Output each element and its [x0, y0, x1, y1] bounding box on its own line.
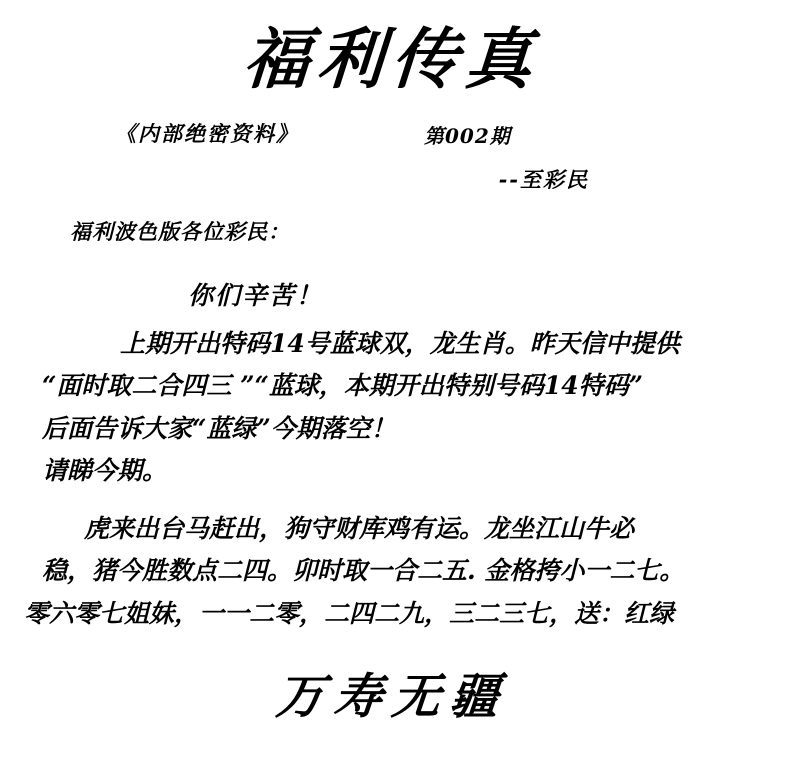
body-paragraph: “面时取二合四三 ”“蓝球，本期开出特别号码14特码” [42, 371, 644, 401]
forecast-line: 虎来出台马赶出，狗守财库鸡有运。龙坐江山牛必 [84, 514, 635, 543]
salutation: 福利波色版各位彩民： [70, 219, 290, 244]
addressee-line: --至彩民 [498, 167, 589, 192]
body-text [0, 326, 785, 632]
paragraph-spacer [24, 495, 769, 511]
footer-blessing: 万寿无疆 [273, 668, 511, 725]
confidential-label: 《内部绝密资料》 [115, 121, 299, 146]
forecast-line: 零六零七姐妹，一一二零，二四二九，三二三七，送：红绿 [24, 598, 675, 628]
issue-number: 第002期 [424, 124, 511, 148]
body-paragraph: 上期开出特码14号蓝球双，龙生肖。昨天信中提供 [120, 329, 680, 358]
page-title: 福利传真 [240, 20, 543, 98]
forecast-line: 稳，猪今胜数点二四。卯时取一合二五. 金格挎小一二七。 [42, 556, 685, 586]
body-paragraph: 请睇今期。 [42, 455, 168, 485]
greeting-exclamation: 你们辛苦！ [188, 281, 324, 310]
body-paragraph: 后面告诉大家“蓝绿”今期落空！ [42, 413, 396, 443]
subheader-row [0, 118, 785, 158]
